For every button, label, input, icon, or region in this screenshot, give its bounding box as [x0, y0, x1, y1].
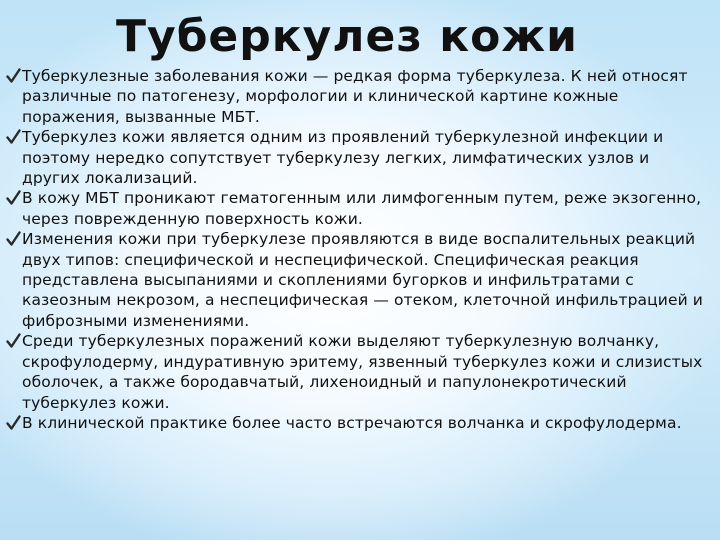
checkmark-icon	[6, 128, 21, 145]
bullet-text: Туберкулезные заболевания кожи — редкая форма туберкулеза. К ней относят различные по патогенезу, морфологии и клинической картине кожные поражения, вызванные МБТ.	[22, 67, 688, 126]
bullet-item	[6, 66, 706, 127]
bullet-item	[6, 229, 706, 331]
bullet-text: Изменения кожи при туберкулезе проявляются в виде воспалительных реакций двух типов: специфической и неспецифической. Специфическая реакция представлена высыпаниями и скоплениями бугорков и инфильтратами с казеозным некрозом, а неспецифическая — отеком, клеточной инфильтрацией и фиброзными изменениями.	[22, 230, 703, 330]
slide-title: Туберкулез кожи	[116, 11, 578, 62]
bullet-text: В клинической практике более часто встречаются волчанка и скрофулодерма.	[22, 413, 682, 432]
checkmark-icon	[6, 189, 21, 206]
bullet-text: В кожу МБТ проникают гематогенным или лимфогенным путем, реже экзогенно, через поврежденную поверхность кожи.	[22, 189, 702, 228]
bullet-item	[6, 413, 706, 433]
checkmark-icon	[6, 332, 21, 349]
bullet-text: Туберкулез кожи является одним из проявлений туберкулезной инфекции и поэтому нередко сопутствует туберкулезу легких, лимфатических узлов и других локализаций.	[22, 128, 664, 188]
bullet-item	[6, 331, 706, 413]
bullet-item	[6, 188, 706, 229]
bullet-item	[6, 127, 706, 188]
checkmark-icon	[6, 230, 21, 247]
bullet-list	[6, 66, 706, 433]
checkmark-icon	[6, 67, 21, 84]
bullet-text: Среди туберкулезных поражений кожи выделяют туберкулезную волчанку, скрофулодерму, индуративную эритему, язвенный туберкулез кожи и слизистых оболочек, а также бородавчатый, лихеноидный и папулонекротический туберкулез кожи.	[22, 332, 703, 412]
checkmark-icon	[6, 414, 21, 431]
